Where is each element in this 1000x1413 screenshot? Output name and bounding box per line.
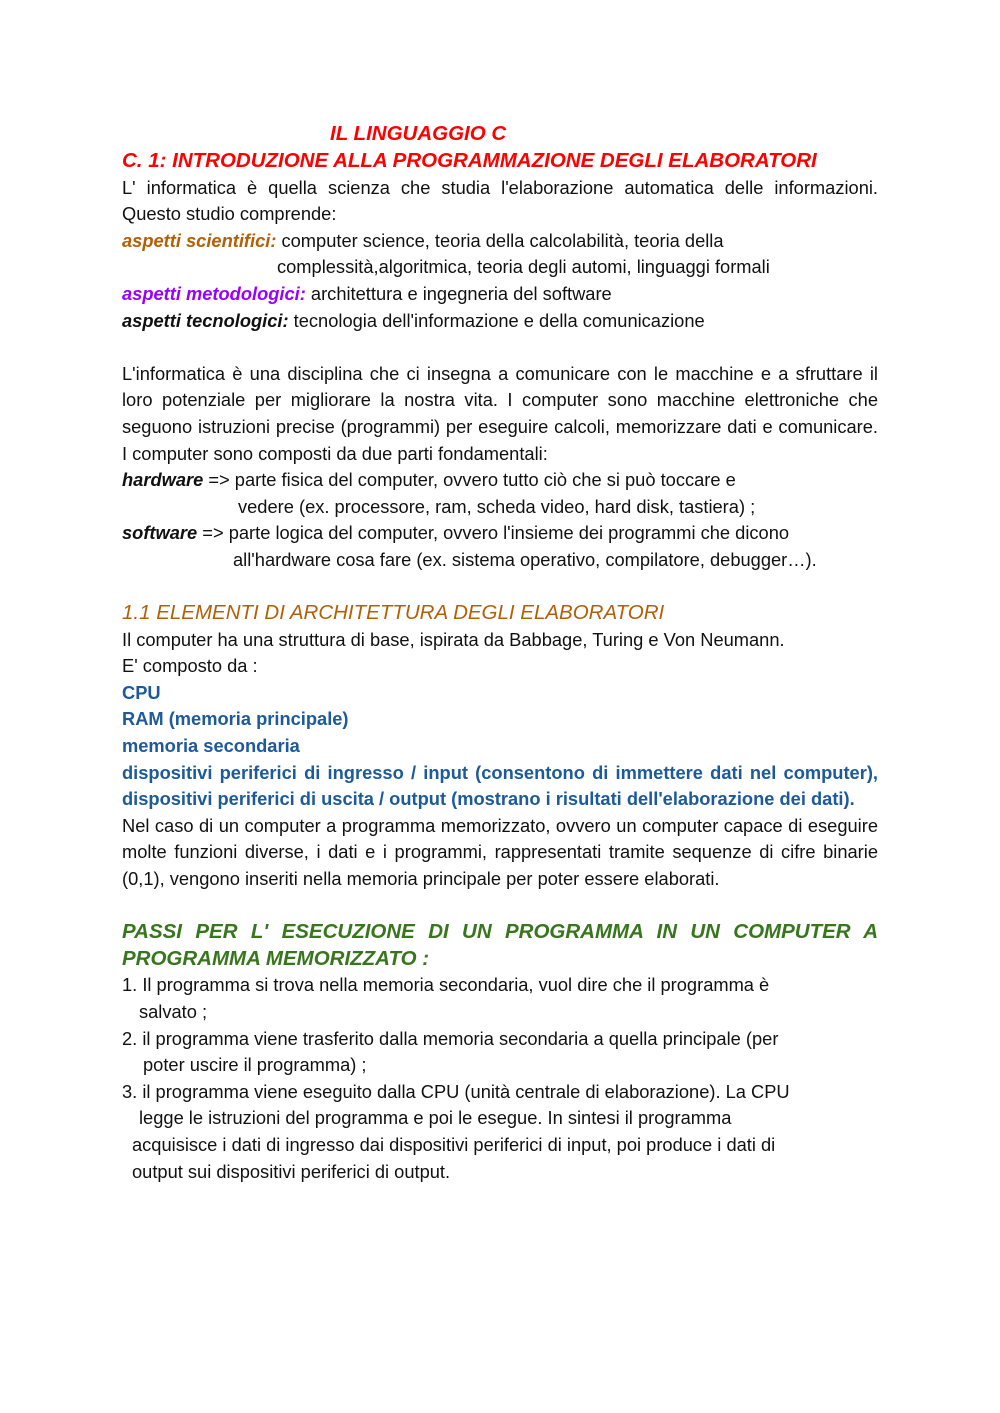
aspect-scientific	[122, 228, 878, 255]
step-2-line-1: 2. il programma viene trasferito dalla memoria secondaria a quella principale (per	[122, 1027, 779, 1049]
spacer	[122, 574, 878, 601]
aspect-methodological-text: architettura e ingegneria del software	[305, 282, 612, 304]
hardware-continuation: vedere (ex. processore, ram, scheda video, hard disk, tastiera) ;	[238, 495, 756, 517]
aspect-scientific-text: computer science, teoria della calcolabilità, teoria della	[276, 229, 724, 251]
step-1-line-1: 1. Il programma si trova nella memoria secondaria, vuol dire che il programma è	[122, 974, 770, 996]
software-definition	[122, 520, 878, 547]
step-2-line-2: poter uscire il programma) ;	[143, 1054, 367, 1076]
step-3-line-3: acquisisce i dati di ingresso dai dispositivi periferici di input, poi produce i dati di	[132, 1133, 776, 1155]
section-heading-execution-steps: PASSI PER L' ESECUZIONE DI UN PROGRAMMA IN UN COMPUTER A PROGRAMMA MEMORIZZATO :	[122, 920, 878, 970]
document-page	[122, 120, 878, 1185]
architecture-line-2: E' composto da :	[122, 655, 258, 677]
spacer	[122, 893, 878, 920]
component-ram: RAM (memoria principale)	[122, 708, 349, 730]
stored-program-paragraph: Nel caso di un computer a programma memorizzato, ovvero un computer capace di eseguire molte funzioni diverse, i dati e i programmi, rappresentati tramite sequenze di cifre binarie (0,1), vengono inseriti nella memoria principale per poter essere elaborati.	[122, 814, 878, 890]
component-devices: dispositivi periferici di ingresso / input (consentono di immettere dati nel computer), dispositivi periferici di uscita / output (mostrano i risultati dell'elaborazione dei dati).	[122, 761, 878, 810]
hardware-definition	[122, 467, 878, 494]
hardware-label: hardware	[122, 469, 204, 491]
aspect-technological	[122, 308, 878, 335]
aspect-methodological-label: aspetti metodologici:	[122, 282, 306, 304]
hardware-text: => parte fisica del computer, ovvero tutto ciò che si può toccare e	[203, 469, 736, 491]
aspect-scientific-continuation: complessità,algoritmica, teoria degli automi, linguaggi formali	[277, 256, 770, 278]
software-text: => parte logica del computer, ovvero l'insieme dei programmi che dicono	[197, 522, 790, 544]
aspect-methodological	[122, 281, 878, 308]
component-secondary-memory: memoria secondaria	[122, 735, 300, 757]
step-1-line-2: salvato ;	[139, 1001, 208, 1022]
aspect-scientific-label: aspetti scientifici:	[122, 229, 277, 251]
chapter-heading: C. 1: INTRODUZIONE ALLA PROGRAMMAZIONE DEGLI ELABORATORI	[122, 149, 817, 172]
architecture-line-1: Il computer ha una struttura di base, ispirata da Babbage, Turing e Von Neumann.	[122, 628, 785, 650]
document-title: IL LINGUAGGIO C	[330, 122, 507, 145]
software-continuation: all'hardware cosa fare (ex. sistema operativo, compilatore, debugger…).	[233, 548, 817, 570]
component-cpu: CPU	[122, 681, 161, 703]
informatics-paragraph: L'informatica è una disciplina che ci insegna a comunicare con le macchine e a sfruttare il loro potenziale per migliorare la nostra vita. I computer sono macchine elettroniche che seguono istruzioni precise (programmi) per eseguire calcoli, memorizzare dati e comunicare. I computer sono composti da due parti fondamentali:	[122, 362, 878, 464]
aspect-technological-label: aspetti tecnologici:	[122, 309, 289, 331]
aspect-technological-text: tecnologia dell'informazione e della comunicazione	[288, 309, 705, 331]
step-3-line-4: output sui dispositivi periferici di output.	[132, 1160, 451, 1182]
software-label: software	[122, 522, 198, 544]
spacer	[122, 334, 878, 361]
step-3-line-2: legge le istruzioni del programma e poi le esegue. In sintesi il programma	[139, 1107, 732, 1129]
step-3-line-1: 3. il programma viene eseguito dalla CPU (unità centrale di elaborazione). La CPU	[122, 1080, 790, 1102]
section-heading-architecture: 1.1 ELEMENTI DI ARCHITETTURA DEGLI ELABORATORI	[122, 601, 665, 625]
intro-paragraph: L' informatica è quella scienza che studia l'elaborazione automatica delle informazioni. Questo studio comprende:	[122, 176, 878, 225]
